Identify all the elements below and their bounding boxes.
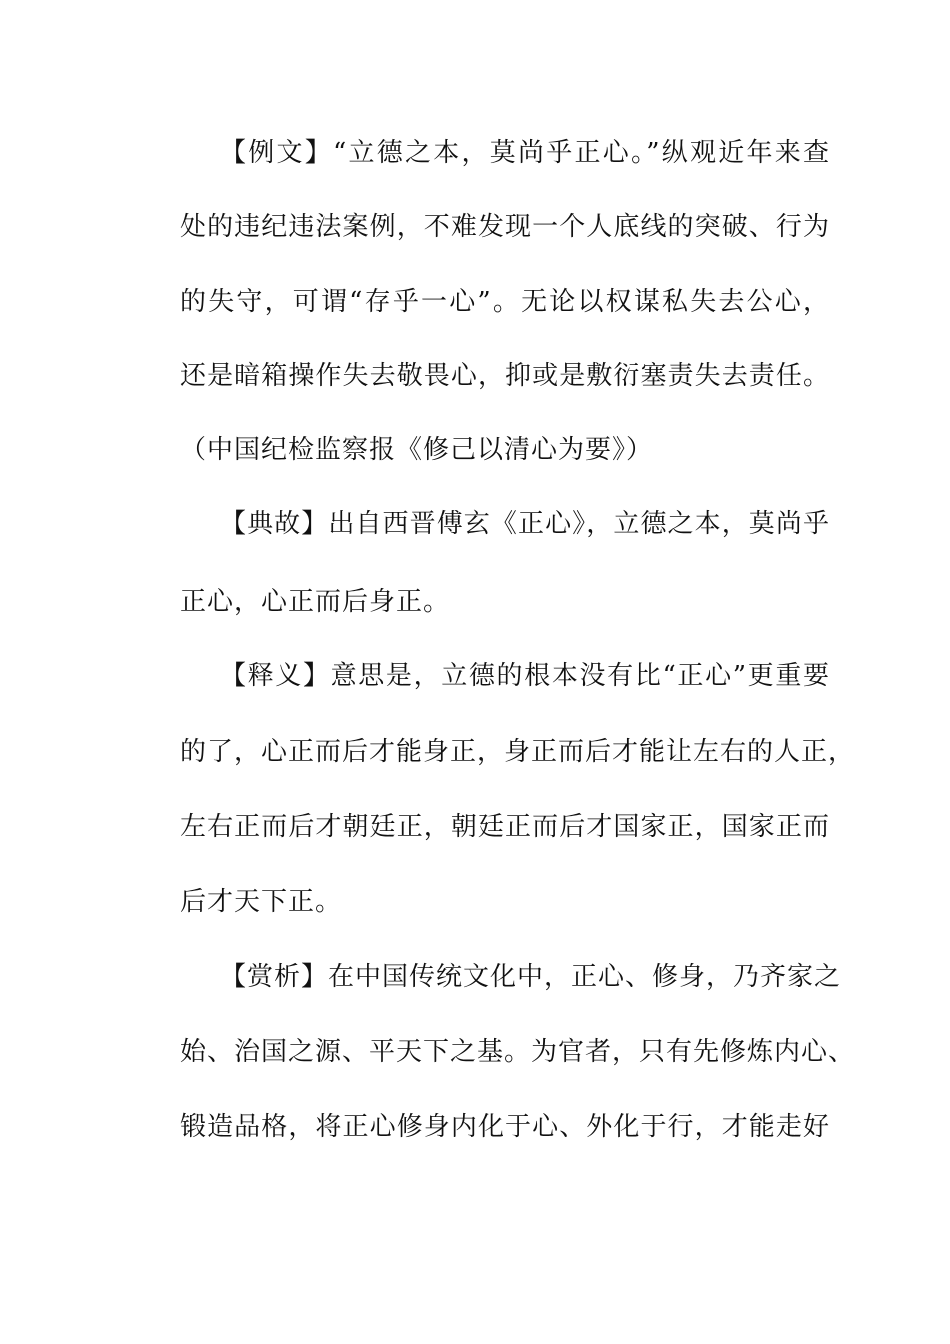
paragraph-example-line-2: 处的违纪违法案例，不难发现一个人底线的突破、行为: [180, 212, 830, 242]
source-citation: （中国纪检监察报《修己以清心为要》）: [180, 435, 654, 465]
paragraph-example-line-1: 【例文】“立德之本，莫尚乎正心。”纵观近年来查: [220, 138, 830, 168]
paragraph-example-line-4: 还是暗箱操作失去敬畏心，抑或是敷衍塞责失去责任。: [180, 361, 830, 391]
paragraph-allusion-line-1: 【典故】出自西晋傅玄《正心》，立德之本，莫尚乎: [220, 509, 830, 539]
paragraph-appreciation-line-1: 【赏析】在中国传统文化中，正心、修身，乃齐家之: [220, 962, 842, 992]
paragraph-appreciation-line-2: 始、治国之源、平天下之基。为官者，只有先修炼内心、: [180, 1037, 856, 1067]
paragraph-meaning-line-1: 【释义】意思是，立德的根本没有比“正心”更重要: [220, 661, 830, 691]
paragraph-appreciation-line-3: 锻造品格，将正心修身内化于心、外化于行，才能走好: [180, 1112, 830, 1142]
paragraph-example-line-3: 的失守，可谓“存乎一心”。无论以权谋私失去公心，: [180, 287, 830, 317]
paragraph-allusion-line-2: 正心，心正而后身正。: [180, 587, 451, 617]
paragraph-meaning-line-3: 左右正而后才朝廷正，朝廷正而后才国家正，国家正而: [180, 812, 830, 842]
paragraph-meaning-line-2: 的了，心正而后才能身正，身正而后才能让左右的人正，: [180, 737, 856, 767]
paragraph-meaning-line-4: 后才天下正。: [180, 887, 343, 917]
